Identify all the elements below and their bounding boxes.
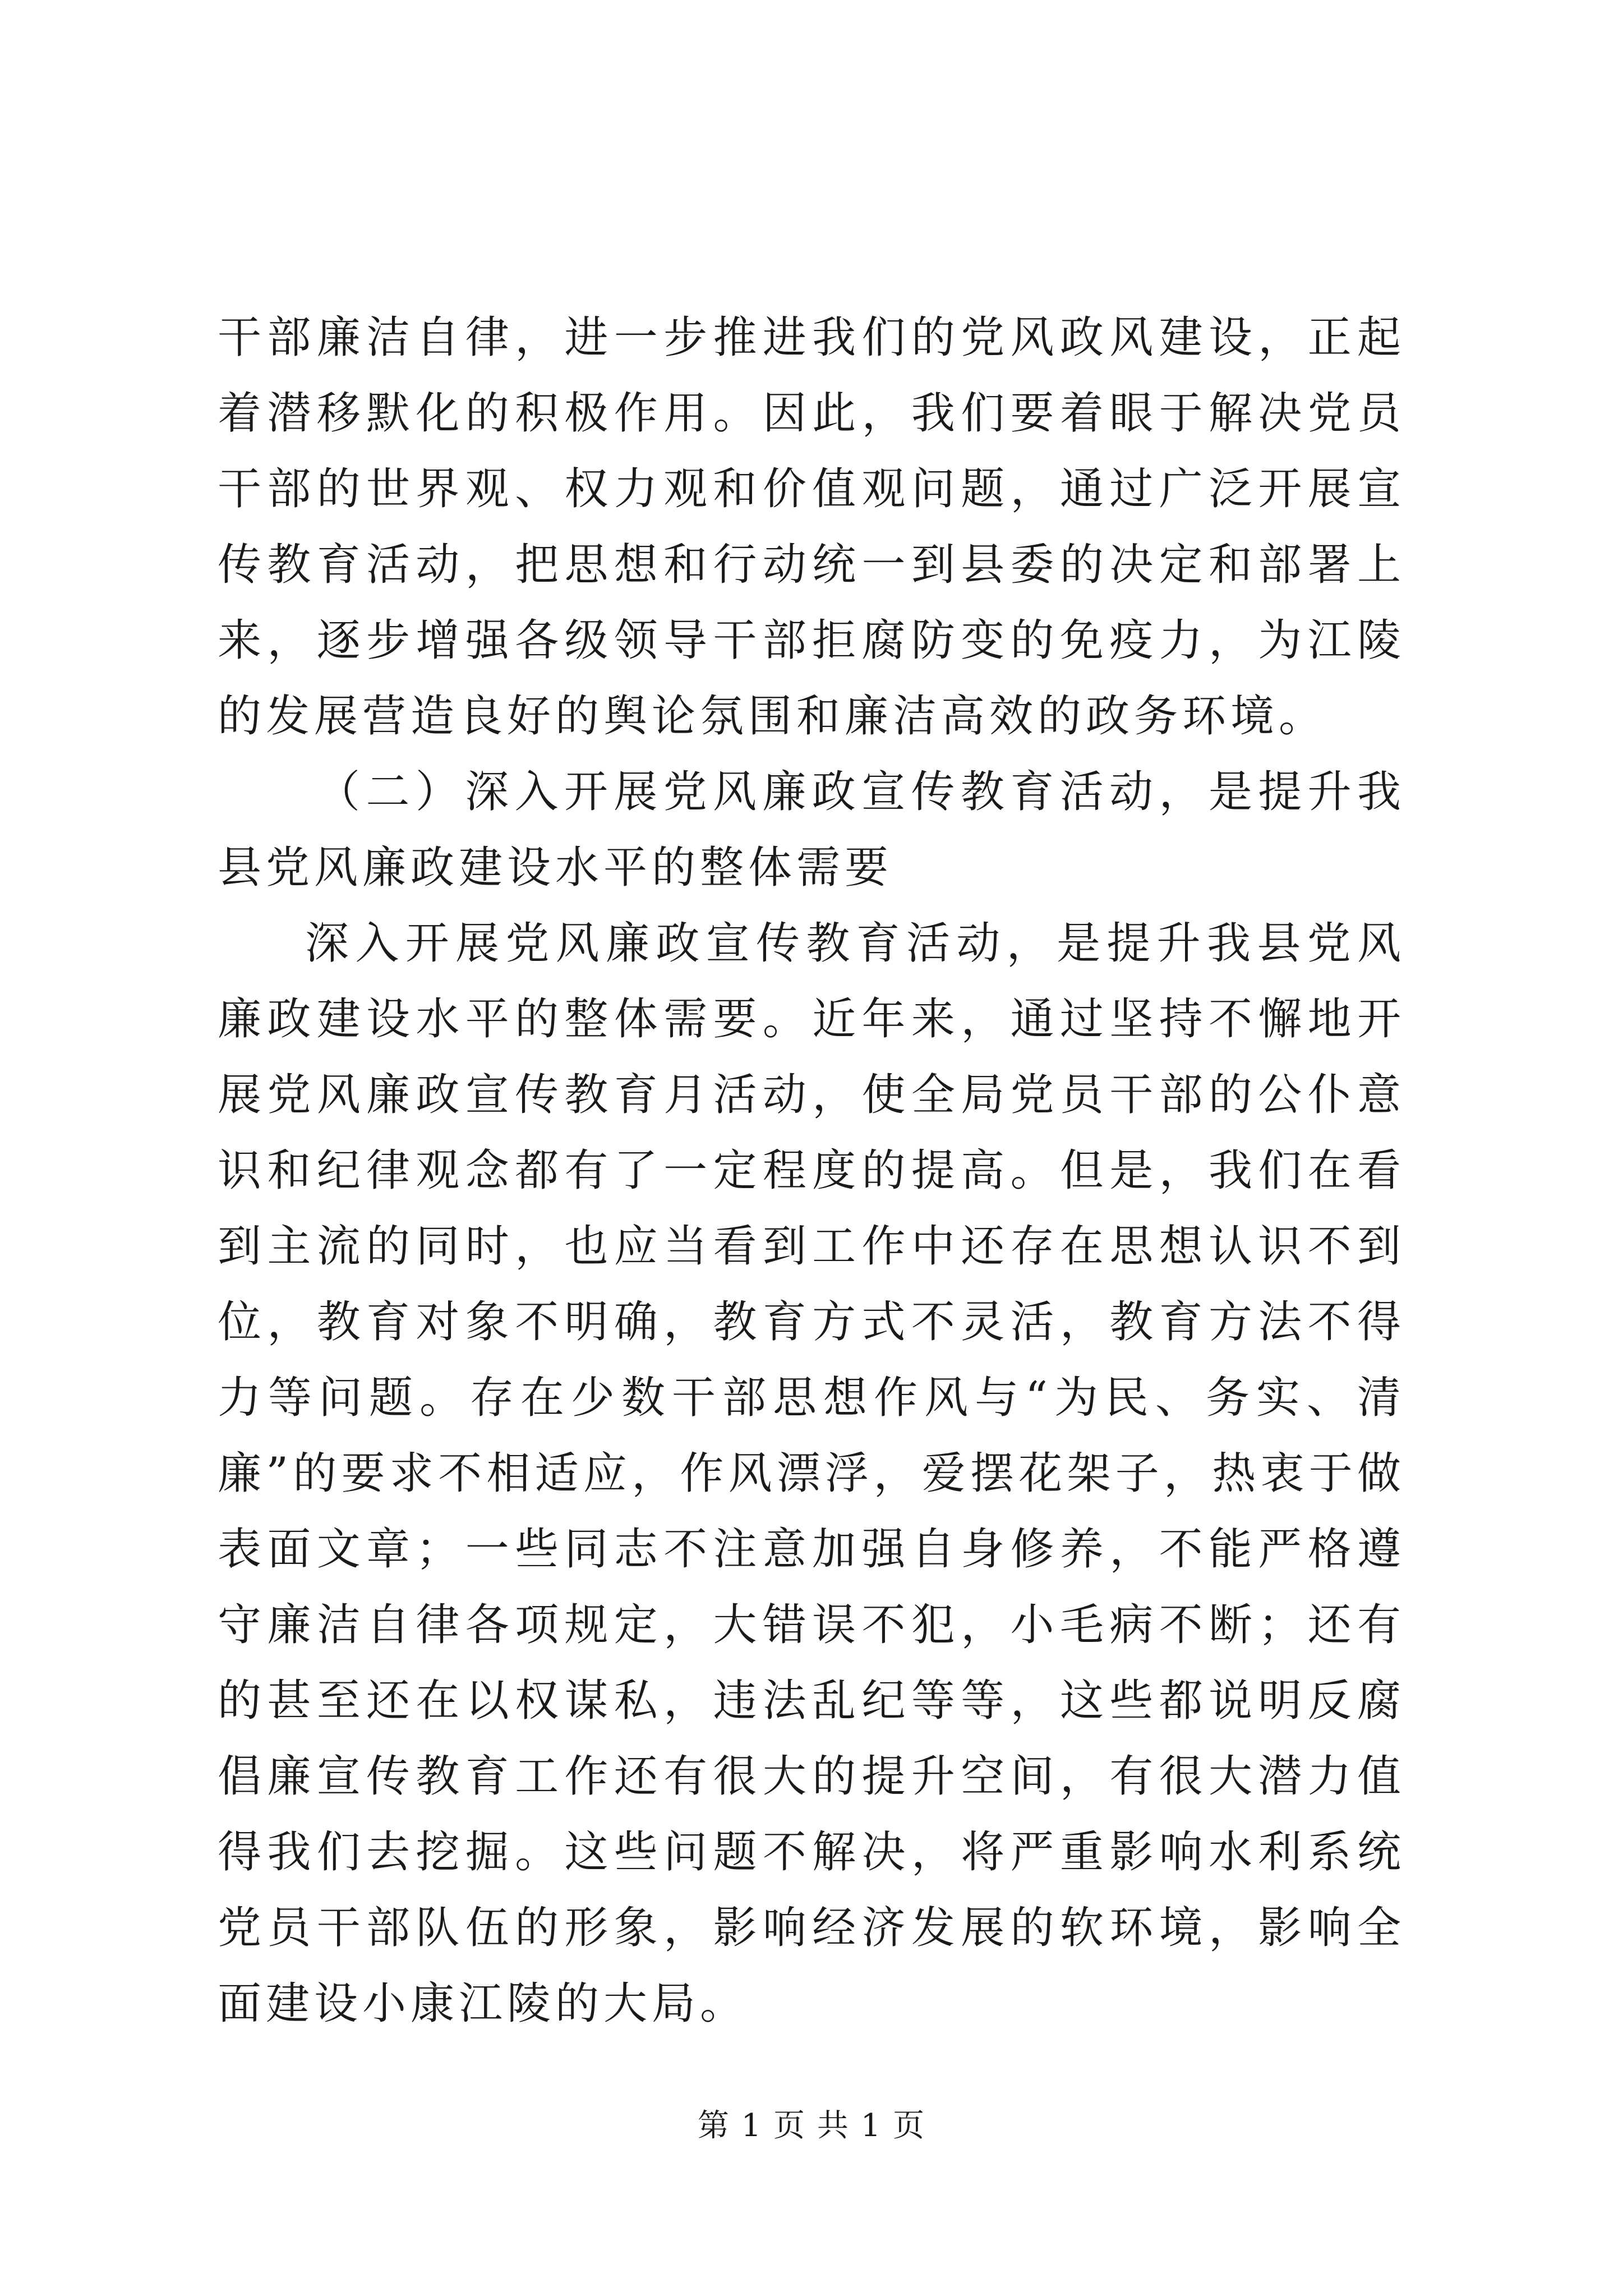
- section-heading: （二）深入开展党风廉政宣传教育活动，是提升我县党风廉政建设水平的整体需要: [218, 767, 1405, 893]
- page-footer: 第 1 页 共 1 页: [697, 2108, 926, 2144]
- paragraph: 深入开展党风廉政宣传教育活动，是提升我县党风廉政建设水平的整体需要。近年来，通过坚持不懈地开展党风廉政宣传教育月活动，使全局党员干部的公仆意识和纪律观念都有了一定程度的提高。但是，我们在看到主流的同时，也应当看到工作中还存在思想认识不到位，教育对象不明确，教育方式不灵活，教育方法不得力等问题。存在少数干部思想作风与“为民、务实、清廉”的要求不相适应，作风漂浮，爱摆花架子，热衷于做表面文章；一些同志不注意加强自身修养，不能严格遵守廉洁自律各项规定，大错误不犯，小毛病不断；还有的甚至还在以权谋私，违法乱纪等等，这些都说明反腐倡廉宣传教育工作还有很大的提升空间，有很大潜力值得我们去挖掘。这些问题不解决，将严重影响水利系统党员干部队伍的形象，影响经济发展的软环境，影响全面建设小康江陵的大局。: [218, 918, 1405, 2029]
- document-body: [218, 300, 1405, 2042]
- paragraph-continued: 干部廉洁自律，进一步推进我们的党风政风建设，正起着潜移默化的积极作用。因此，我们要着眼于解决党员干部的世界观、权力观和价值观问题，通过广泛开展宣传教育活动，把思想和行动统一到县委的决定和部署上来，逐步增强各级领导干部拒腐防变的免疫力，为江陵的发展营造良好的舆论氛围和廉洁高效的政务环境。: [218, 312, 1405, 742]
